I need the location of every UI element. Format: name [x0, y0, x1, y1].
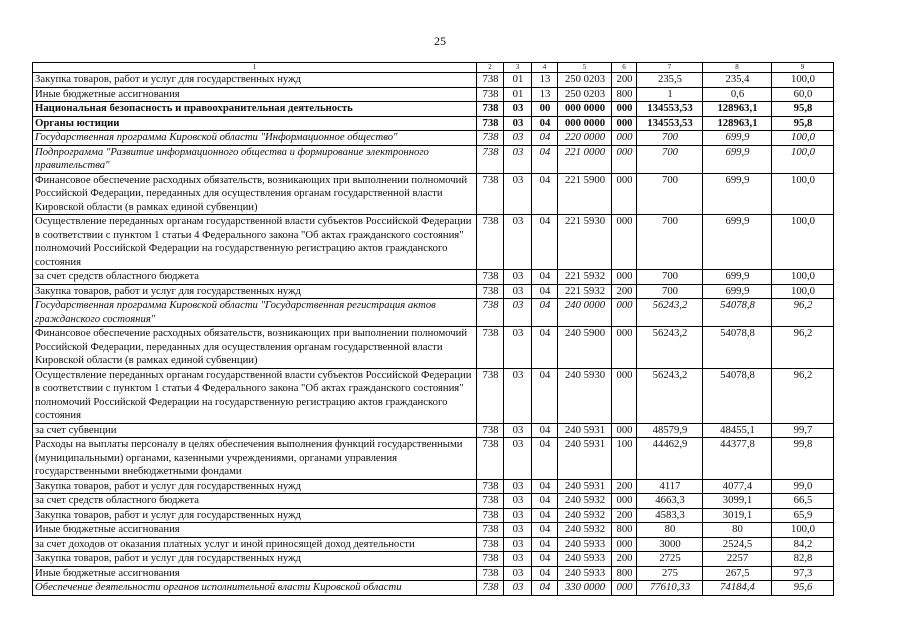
- table-cell: 000: [612, 173, 637, 215]
- row-description-cell: Государственная программа Кировской области "Информационное общество": [33, 131, 477, 146]
- table-cell: 240 5931: [558, 423, 612, 438]
- table-body: [33, 73, 834, 596]
- table-cell: 03: [504, 581, 532, 596]
- table-cell: 221 0000: [558, 145, 612, 173]
- table-cell: 100,0: [772, 173, 834, 215]
- column-number-header: 5: [558, 63, 612, 73]
- table-cell: 04: [532, 173, 558, 215]
- table-cell: 738: [477, 581, 504, 596]
- column-number-header: 1: [33, 63, 477, 73]
- table-cell: 240 5932: [558, 494, 612, 509]
- table-cell: 134553,53: [637, 102, 703, 117]
- table-cell: 100: [612, 438, 637, 480]
- table-cell: 03: [504, 131, 532, 146]
- row-description-cell: Органы юстиции: [33, 116, 477, 131]
- table-row: [33, 131, 834, 146]
- table-cell: 240 0000: [558, 299, 612, 327]
- table-cell: 04: [532, 494, 558, 509]
- table-cell: 96,2: [772, 368, 834, 423]
- table-cell: 738: [477, 73, 504, 88]
- row-description-cell: Осуществление переданных органам государственной власти субъектов Российской Федерации в соответствии с пунктом 1 статьи 4 Федерального закона "Об актах гражданского состояния" полномочий Российской Федерации на государственную регистрацию актов гражданского состояния: [33, 368, 477, 423]
- table-cell: 240 5931: [558, 479, 612, 494]
- table-cell: 240 5931: [558, 438, 612, 480]
- table-cell: 738: [477, 523, 504, 538]
- table-cell: 000: [612, 215, 637, 270]
- table-cell: 000: [612, 423, 637, 438]
- row-description-cell: за счет доходов от оказания платных услуг и иной приносящей доход деятельности: [33, 537, 477, 552]
- table-cell: 03: [504, 552, 532, 567]
- table-cell: 13: [532, 87, 558, 102]
- row-description-cell: Иные бюджетные ассигнования: [33, 523, 477, 538]
- table-cell: 699,9: [703, 270, 772, 285]
- table-row: [33, 368, 834, 423]
- table-cell: 3019,1: [703, 508, 772, 523]
- table-cell: 240 5933: [558, 566, 612, 581]
- table-cell: 221 5930: [558, 215, 612, 270]
- table-cell: 4117: [637, 479, 703, 494]
- table-cell: 100,0: [772, 131, 834, 146]
- table-cell: 03: [504, 327, 532, 369]
- table-cell: 95,8: [772, 116, 834, 131]
- table-row: [33, 327, 834, 369]
- row-description-cell: Закупка товаров, работ и услуг для государственных нужд: [33, 552, 477, 567]
- table-cell: 04: [532, 537, 558, 552]
- table-cell: 84,2: [772, 537, 834, 552]
- table-cell: 96,2: [772, 327, 834, 369]
- row-description-cell: Закупка товаров, работ и услуг для государственных нужд: [33, 508, 477, 523]
- row-description-cell: Иные бюджетные ассигнования: [33, 566, 477, 581]
- table-cell: 82,8: [772, 552, 834, 567]
- column-number-header: 8: [703, 63, 772, 73]
- row-description-cell: Финансовое обеспечение расходных обязательств, возникающих при выполнении полномочий Российской Федерации, переданных для осуществления органам государственной власти Кировской области (в рамках единой субвенции): [33, 173, 477, 215]
- table-cell: 60,0: [772, 87, 834, 102]
- table-cell: 738: [477, 508, 504, 523]
- table-cell: 000: [612, 537, 637, 552]
- table-cell: 100,0: [772, 215, 834, 270]
- table-cell: 4077,4: [703, 479, 772, 494]
- table-cell: 03: [504, 116, 532, 131]
- table-cell: 54078,8: [703, 299, 772, 327]
- table-cell: 99,8: [772, 438, 834, 480]
- table-cell: 2257: [703, 552, 772, 567]
- table-cell: 000: [612, 299, 637, 327]
- row-description-cell: Национальная безопасность и правоохранительная деятельность: [33, 102, 477, 117]
- table-cell: 100,0: [772, 284, 834, 299]
- table-cell: 54078,8: [703, 368, 772, 423]
- table-cell: 000: [612, 145, 637, 173]
- table-cell: 699,9: [703, 284, 772, 299]
- table-cell: 700: [637, 284, 703, 299]
- table-cell: 250 0203: [558, 87, 612, 102]
- table-cell: 738: [477, 537, 504, 552]
- table-cell: 738: [477, 299, 504, 327]
- table-row: [33, 508, 834, 523]
- table-cell: 240 5930: [558, 368, 612, 423]
- table-cell: 48455,1: [703, 423, 772, 438]
- table-header: [33, 63, 834, 73]
- table-cell: 200: [612, 73, 637, 88]
- budget-table: [32, 62, 834, 596]
- table-cell: 330 0000: [558, 581, 612, 596]
- table-cell: 000: [612, 581, 637, 596]
- table-cell: 04: [532, 552, 558, 567]
- table-cell: 04: [532, 566, 558, 581]
- row-description-cell: за счет средств областного бюджета: [33, 270, 477, 285]
- table-cell: 03: [504, 368, 532, 423]
- table-cell: 04: [532, 479, 558, 494]
- table-cell: 04: [532, 523, 558, 538]
- table-cell: 221 5900: [558, 173, 612, 215]
- table-cell: 03: [504, 566, 532, 581]
- table-cell: 44462,9: [637, 438, 703, 480]
- table-cell: 738: [477, 145, 504, 173]
- table-cell: 01: [504, 73, 532, 88]
- column-number-header: 3: [504, 63, 532, 73]
- table-cell: 699,9: [703, 131, 772, 146]
- table-cell: 99,7: [772, 423, 834, 438]
- table-cell: 738: [477, 327, 504, 369]
- table-cell: 04: [532, 581, 558, 596]
- table-cell: 80: [703, 523, 772, 538]
- table-cell: 04: [532, 423, 558, 438]
- table-cell: 000 0000: [558, 116, 612, 131]
- row-description-cell: Иные бюджетные ассигнования: [33, 87, 477, 102]
- table-cell: 04: [532, 145, 558, 173]
- table-cell: 03: [504, 537, 532, 552]
- table-row: [33, 116, 834, 131]
- column-number-row: [33, 63, 834, 73]
- table-cell: 04: [532, 116, 558, 131]
- table-cell: 240 5900: [558, 327, 612, 369]
- table-cell: 80: [637, 523, 703, 538]
- table-cell: 100,0: [772, 270, 834, 285]
- row-description-cell: Подпрограмма "Развитие информационного общества и формирование электронного правительства": [33, 145, 477, 173]
- table-cell: 03: [504, 523, 532, 538]
- table-cell: 13: [532, 73, 558, 88]
- table-cell: 000: [612, 131, 637, 146]
- column-number-header: 4: [532, 63, 558, 73]
- table-row: [33, 145, 834, 173]
- row-description-cell: Закупка товаров, работ и услуг для государственных нужд: [33, 479, 477, 494]
- table-cell: 240 5933: [558, 537, 612, 552]
- table-cell: 03: [504, 479, 532, 494]
- table-cell: 700: [637, 131, 703, 146]
- table-cell: 54078,8: [703, 327, 772, 369]
- table-row: [33, 284, 834, 299]
- table-cell: 738: [477, 284, 504, 299]
- table-cell: 250 0203: [558, 73, 612, 88]
- table-cell: 738: [477, 215, 504, 270]
- table-cell: 03: [504, 508, 532, 523]
- table-cell: 100,0: [772, 73, 834, 88]
- table-cell: 77610,33: [637, 581, 703, 596]
- table-cell: 000: [612, 116, 637, 131]
- table-cell: 00: [532, 102, 558, 117]
- table-cell: 738: [477, 438, 504, 480]
- table-row: [33, 270, 834, 285]
- row-description-cell: Обеспечение деятельности органов исполнительной власти Кировской области: [33, 581, 477, 596]
- table-cell: 3000: [637, 537, 703, 552]
- table-cell: 2725: [637, 552, 703, 567]
- row-description-cell: Финансовое обеспечение расходных обязательств, возникающих при выполнении полномочий Российской Федерации, переданных для осуществления органам государственной власти Кировской области (в рамках единой субвенции): [33, 327, 477, 369]
- table-cell: 738: [477, 87, 504, 102]
- table-row: [33, 73, 834, 88]
- table-cell: 44377,8: [703, 438, 772, 480]
- table-cell: 738: [477, 479, 504, 494]
- table-cell: 700: [637, 173, 703, 215]
- table-row: [33, 537, 834, 552]
- table-cell: 03: [504, 284, 532, 299]
- table-cell: 03: [504, 215, 532, 270]
- table-cell: 48579,9: [637, 423, 703, 438]
- table-cell: 200: [612, 284, 637, 299]
- column-number-header: 2: [477, 63, 504, 73]
- table-cell: 200: [612, 552, 637, 567]
- table-cell: 240 5933: [558, 552, 612, 567]
- table-cell: 56243,2: [637, 327, 703, 369]
- table-cell: 04: [532, 438, 558, 480]
- page-number: 25: [434, 34, 446, 48]
- row-description-cell: Осуществление переданных органам государственной власти субъектов Российской Федерации в соответствии с пунктом 1 статьи 4 Федерального закона "Об актах гражданского состояния" полномочий Российской Федерации на государственную регистрацию актов гражданского состояния: [33, 215, 477, 270]
- table-cell: 03: [504, 494, 532, 509]
- table-cell: 3099,1: [703, 494, 772, 509]
- table-cell: 700: [637, 270, 703, 285]
- table-cell: 128963,1: [703, 102, 772, 117]
- table-cell: 99,0: [772, 479, 834, 494]
- table-row: [33, 552, 834, 567]
- table-cell: 100,0: [772, 145, 834, 173]
- table-cell: 200: [612, 479, 637, 494]
- table-cell: 4583,3: [637, 508, 703, 523]
- table-row: [33, 299, 834, 327]
- table-cell: 267,5: [703, 566, 772, 581]
- table-cell: 000: [612, 270, 637, 285]
- table-cell: 738: [477, 102, 504, 117]
- table-cell: 000: [612, 494, 637, 509]
- table-row: [33, 423, 834, 438]
- table-cell: 738: [477, 270, 504, 285]
- row-description-cell: за счет средств областного бюджета: [33, 494, 477, 509]
- table-cell: 04: [532, 299, 558, 327]
- column-number-header: 7: [637, 63, 703, 73]
- table-cell: 000: [612, 368, 637, 423]
- table-cell: 275: [637, 566, 703, 581]
- table-cell: 04: [532, 508, 558, 523]
- table-cell: 000: [612, 102, 637, 117]
- table-cell: 738: [477, 423, 504, 438]
- table-cell: 95,8: [772, 102, 834, 117]
- table-cell: 699,9: [703, 173, 772, 215]
- table-cell: 738: [477, 131, 504, 146]
- table-cell: 128963,1: [703, 116, 772, 131]
- table-row: [33, 173, 834, 215]
- table-cell: 04: [532, 327, 558, 369]
- table-cell: 240 5932: [558, 523, 612, 538]
- row-description-cell: Закупка товаров, работ и услуг для государственных нужд: [33, 73, 477, 88]
- row-description-cell: за счет субвенции: [33, 423, 477, 438]
- table-cell: 2524,5: [703, 537, 772, 552]
- table-cell: 4663,3: [637, 494, 703, 509]
- table-cell: 800: [612, 523, 637, 538]
- table-cell: 800: [612, 566, 637, 581]
- table-cell: 03: [504, 423, 532, 438]
- table-cell: 56243,2: [637, 368, 703, 423]
- table-cell: 1: [637, 87, 703, 102]
- table-cell: 699,9: [703, 145, 772, 173]
- table-cell: 66,5: [772, 494, 834, 509]
- table-cell: 221 5932: [558, 284, 612, 299]
- table-cell: 04: [532, 284, 558, 299]
- table-cell: 200: [612, 508, 637, 523]
- table-cell: 65,9: [772, 508, 834, 523]
- column-number-header: 6: [612, 63, 637, 73]
- table-cell: 96,2: [772, 299, 834, 327]
- table-cell: 699,9: [703, 215, 772, 270]
- table-cell: 738: [477, 116, 504, 131]
- table-row: [33, 523, 834, 538]
- table-row: [33, 566, 834, 581]
- table-cell: 03: [504, 299, 532, 327]
- table-cell: 97,3: [772, 566, 834, 581]
- table-cell: 700: [637, 145, 703, 173]
- table-cell: 95,6: [772, 581, 834, 596]
- table-row: [33, 102, 834, 117]
- table-row: [33, 438, 834, 480]
- table-cell: 235,4: [703, 73, 772, 88]
- table-cell: 220 0000: [558, 131, 612, 146]
- table-row: [33, 87, 834, 102]
- table-cell: 235,5: [637, 73, 703, 88]
- table-cell: 240 5932: [558, 508, 612, 523]
- table-row: [33, 494, 834, 509]
- table-cell: 03: [504, 438, 532, 480]
- row-description-cell: Расходы на выплаты персоналу в целях обеспечения выполнения функций государственными (муниципальными) органами, казенными учреждениями, органами управления государственными внебюджетными фондами: [33, 438, 477, 480]
- table-cell: 74184,4: [703, 581, 772, 596]
- table-cell: 738: [477, 552, 504, 567]
- table-cell: 01: [504, 87, 532, 102]
- row-description-cell: Государственная программа Кировской области "Государственная регистрация актов гражданского состояния": [33, 299, 477, 327]
- table-cell: 56243,2: [637, 299, 703, 327]
- table-cell: 800: [612, 87, 637, 102]
- table-cell: 700: [637, 215, 703, 270]
- table-cell: 04: [532, 368, 558, 423]
- table-row: [33, 215, 834, 270]
- table-cell: 738: [477, 368, 504, 423]
- table-cell: 04: [532, 270, 558, 285]
- table-cell: 738: [477, 173, 504, 215]
- table-cell: 134553,53: [637, 116, 703, 131]
- table-cell: 221 5932: [558, 270, 612, 285]
- table-cell: 04: [532, 215, 558, 270]
- table-cell: 04: [532, 131, 558, 146]
- table-row: [33, 581, 834, 596]
- table-cell: 738: [477, 566, 504, 581]
- table-cell: 000 0000: [558, 102, 612, 117]
- table-cell: 03: [504, 173, 532, 215]
- table-cell: 100,0: [772, 523, 834, 538]
- row-description-cell: Закупка товаров, работ и услуг для государственных нужд: [33, 284, 477, 299]
- table-cell: 03: [504, 102, 532, 117]
- table-cell: 03: [504, 145, 532, 173]
- table-row: [33, 479, 834, 494]
- table-cell: 03: [504, 270, 532, 285]
- column-number-header: 9: [772, 63, 834, 73]
- table-cell: 000: [612, 327, 637, 369]
- table-cell: 738: [477, 494, 504, 509]
- table-cell: 0,6: [703, 87, 772, 102]
